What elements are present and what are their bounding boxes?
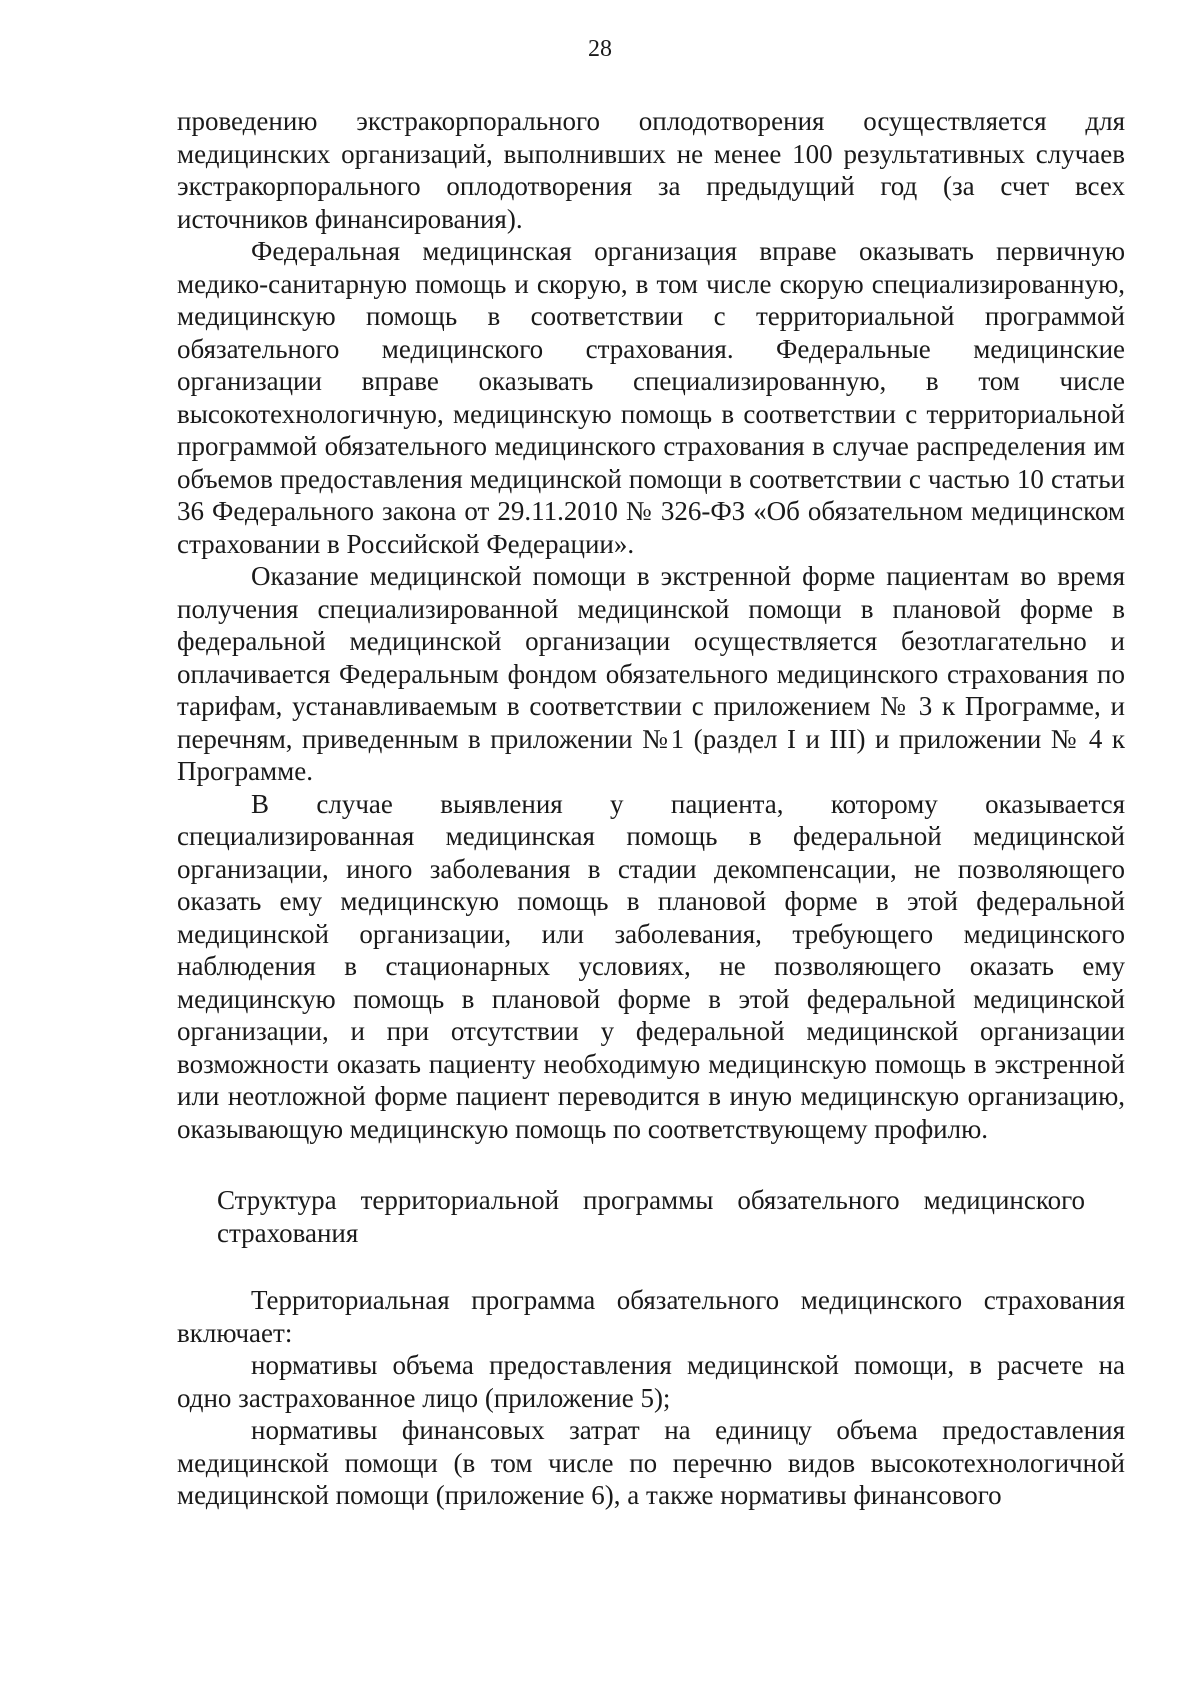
paragraph-emergency-care: Оказание медицинской помощи в экстренной форме пациентам во время получения специализированной медицинской помощи в плановой форме в федеральной медицинской организации осуществляется безотлагательно и оплачивается Федеральным фондом обязательного медицинского страхования по тарифам, устанавливаемым в соответствии с приложением № 3 к Программе, и перечням, приведенным в приложении №1 (раздел I и III) и приложении № 4 к Программе. (177, 561, 1125, 786)
paragraph-ivf-continuation: проведению экстракорпорального оплодотворения осуществляется для медицинских организаций, выполнивших не менее 100 результативных случаев экстракорпорального оплодотворения за предыдущий год (за счет всех источников финансирования). (177, 106, 1125, 234)
paragraph-patient-transfer: В случае выявления у пациента, которому оказывается специализированная медицинская помощь в федеральной медицинской организации, иного заболевания в стадии декомпенсации, не позволяющего оказать ему медицинскую помощь в плановой форме в этой федеральной медицинской организации, или заболевания, требующего медицинского наблюдения в стационарных условиях, не позволяющего оказать ему медицинскую помощь в плановой форме в этой федеральной медицинской организации, и при отсутствии у федеральной медицинской организации возможности оказать пациенту необходимую медицинскую помощь в экстренной или неотложной форме пациент переводится в иную медицинскую организацию, оказывающую медицинскую помощь по соответствующему профилю. (177, 788, 1125, 1144)
page-number: 28 (588, 36, 612, 62)
section-heading: Структура территориальной программы обязательного медицинского страхования (217, 1185, 1085, 1248)
list-item-volume-norms: нормативы объема предоставления медицинской помощи, в расчете на одно застрахованное лицо (приложение 5); (177, 1350, 1125, 1413)
paragraph-federal-organizations: Федеральная медицинская организация вправе оказывать первичную медико-санитарную помощь и скорую, в том числе скорую специализированную, медицинскую помощь в соответствии с территориальной программой обязательного медицинского страхования. Федеральные медицинские организации вправе оказывать специализированную, в том числе высокотехнологичную, медицинскую помощь в соответствии с территориальной программой обязательного медицинского страхования в случае распределения им объемов предоставления медицинской помощи в соответствии с частью 10 статьи 36 Федерального закона от 29.11.2010 № 326-ФЗ «Об обязательном медицинском страховании в Российской Федерации». (177, 236, 1125, 559)
paragraph-program-includes: Территориальная программа обязательного медицинского страхования включает: (177, 1285, 1125, 1348)
list-item-financial-norms: нормативы финансовых затрат на единицу объема предоставления медицинской помощи (в том числе по перечню видов высокотехнологичной медицинской помощи (приложение 6), а также нормативы финансового (177, 1415, 1125, 1510)
document-body (177, 105, 1125, 1512)
